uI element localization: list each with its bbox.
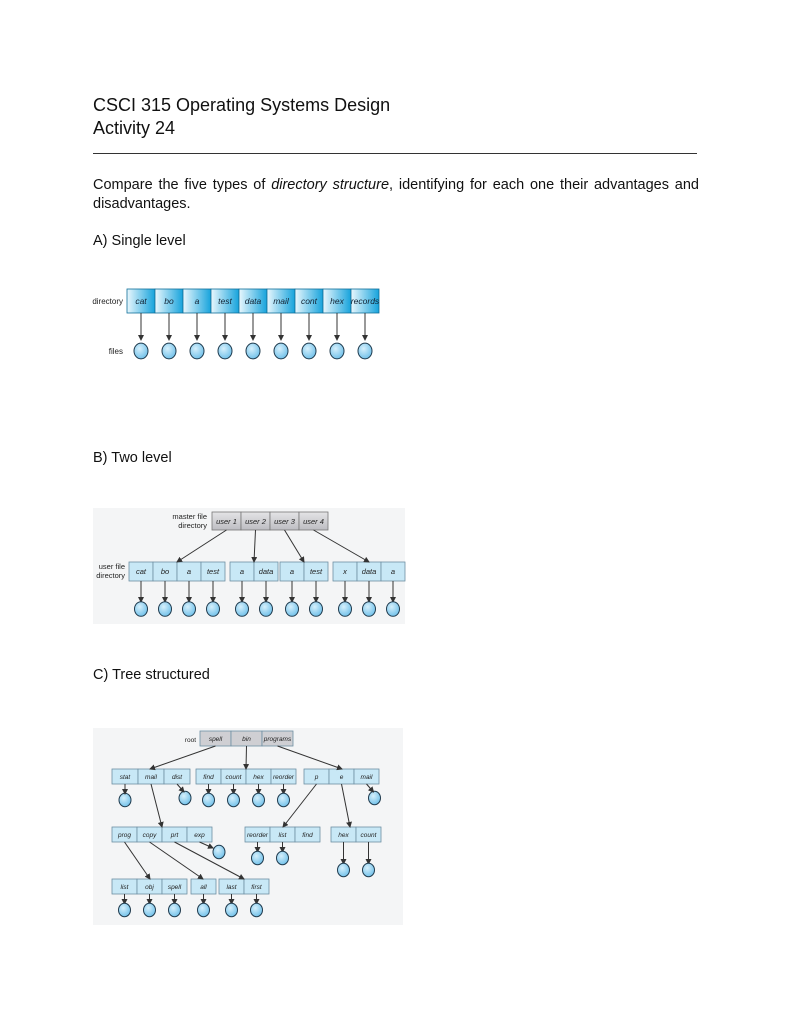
root-entry-label: bin: [242, 735, 251, 743]
file-node: [207, 602, 220, 617]
user-entry-label: data: [258, 567, 274, 577]
copy-file-entry-label: all: [200, 883, 207, 891]
file-node: [198, 903, 210, 916]
programs-entry-label: e: [339, 773, 344, 781]
file-node: [134, 343, 148, 359]
file-node: [252, 851, 264, 864]
user-entry-label: bo: [160, 567, 170, 577]
prog-file-entry-label: list: [120, 883, 129, 891]
master-entry-label: user 3: [274, 517, 295, 526]
user-entry-label: test: [309, 567, 323, 577]
spell-entry-label: mail: [145, 773, 157, 781]
instruction-before: Compare the five types of: [93, 177, 272, 193]
bin-entry-label: find: [203, 773, 214, 781]
directory-entry-label: cont: [300, 296, 318, 306]
directory-entry-label: hex: [330, 296, 344, 306]
file-node: [190, 343, 204, 359]
master-directory-label: master file: [172, 512, 207, 521]
file-node: [260, 602, 273, 617]
file-node: [330, 343, 344, 359]
file-node: [363, 863, 375, 876]
mail-entry-label: prog: [117, 831, 132, 839]
master-directory-label: directory: [178, 521, 207, 530]
user-directory-label: user file: [98, 562, 125, 571]
file-node: [253, 793, 265, 806]
file-node: [228, 793, 240, 806]
e-entry-label: count: [360, 831, 377, 839]
prog-file-entry-label: obj: [145, 883, 154, 891]
prt-file-entry-label: first: [251, 883, 262, 891]
master-entry-label: user 4: [303, 517, 324, 526]
file-node: [310, 602, 323, 617]
file-node: [277, 851, 289, 864]
programs-entry-label: p: [314, 773, 319, 781]
file-node: [169, 903, 181, 916]
file-node: [179, 791, 191, 804]
file-node: [144, 903, 156, 916]
bin-entry-label: count: [225, 773, 242, 781]
file-node: [278, 793, 290, 806]
single-level-diagram: [92, 289, 380, 359]
e-entry-label: hex: [338, 831, 349, 839]
file-node: [274, 343, 288, 359]
user-entry-label: a: [390, 567, 396, 577]
bin-entry-label: reorder: [273, 773, 294, 781]
file-node: [218, 343, 232, 359]
directory-entry-label: bo: [164, 296, 174, 306]
file-node: [363, 602, 376, 617]
user-directory-label: directory: [96, 571, 125, 580]
user-entry-label: a: [186, 567, 192, 577]
p-entry-label: reorder: [247, 831, 268, 839]
section-c-heading: C) Tree structured: [93, 667, 210, 683]
prt-file-entry-label: last: [226, 883, 237, 891]
file-node: [183, 602, 196, 617]
files-label: files: [108, 347, 123, 356]
user-entry-label: a: [239, 567, 245, 577]
directory-entry-label: cat: [135, 296, 147, 306]
section-a-heading: A) Single level: [93, 233, 186, 249]
programs-entry-label: mail: [360, 773, 373, 781]
instruction-after: , identifying for each one their advantages and disadvantages.: [93, 177, 699, 212]
master-entry-label: user 1: [216, 517, 237, 526]
mail-entry-label: prt: [170, 831, 179, 839]
spell-entry-label: dist: [171, 773, 183, 781]
file-node: [246, 343, 260, 359]
root-entry-label: programs: [263, 735, 292, 743]
user-entry-label: data: [361, 567, 377, 577]
two-level-diagram: [93, 508, 405, 624]
file-node: [203, 793, 215, 806]
file-node: [338, 863, 350, 876]
course-title: CSCI 315 Operating Systems Design: [93, 95, 391, 115]
section-b-heading: B) Two level: [93, 450, 172, 466]
activity-title: Activity 24: [93, 118, 176, 138]
p-entry-label: list: [278, 831, 287, 839]
directory-entry-label: a: [194, 296, 200, 306]
mail-entry-label: exp: [194, 831, 205, 839]
file-node: [226, 903, 238, 916]
directory-entry-label: data: [244, 296, 262, 306]
root-label: root: [184, 737, 196, 744]
diagram-background: [93, 728, 403, 925]
directory-entry-label: mail: [273, 296, 289, 306]
user-entry-label: test: [206, 567, 220, 577]
file-node: [236, 602, 249, 617]
file-node: [302, 343, 316, 359]
file-node: [135, 602, 148, 617]
directory-entry-label: test: [218, 296, 232, 306]
file-node: [369, 791, 381, 804]
spell-entry-label: stat: [119, 773, 131, 781]
directory-label: directory: [92, 297, 123, 306]
file-node: [159, 602, 172, 617]
user-entry-label: cat: [135, 567, 147, 577]
user-entry-label: a: [289, 567, 295, 577]
file-node: [358, 343, 372, 359]
file-node: [119, 903, 131, 916]
master-entry-label: user 2: [245, 517, 266, 526]
file-node: [286, 602, 299, 617]
root-pointer: [246, 746, 247, 769]
file-node: [339, 602, 352, 617]
p-entry-label: find: [302, 831, 313, 839]
prog-file-entry-label: spell: [167, 883, 182, 891]
file-node: [119, 793, 131, 806]
mail-entry-label: copy: [142, 831, 157, 839]
user-entry-label: x: [343, 567, 347, 577]
file-node: [251, 903, 263, 916]
root-entry-label: spell: [208, 735, 223, 743]
directory-entry-label: records: [350, 296, 380, 306]
tree-structured-diagram: [93, 728, 403, 925]
file-node: [387, 602, 400, 617]
file-node: [213, 845, 225, 858]
bin-entry-label: hex: [253, 773, 264, 781]
instruction-emphasis: directory structure: [271, 177, 390, 193]
file-node: [162, 343, 176, 359]
